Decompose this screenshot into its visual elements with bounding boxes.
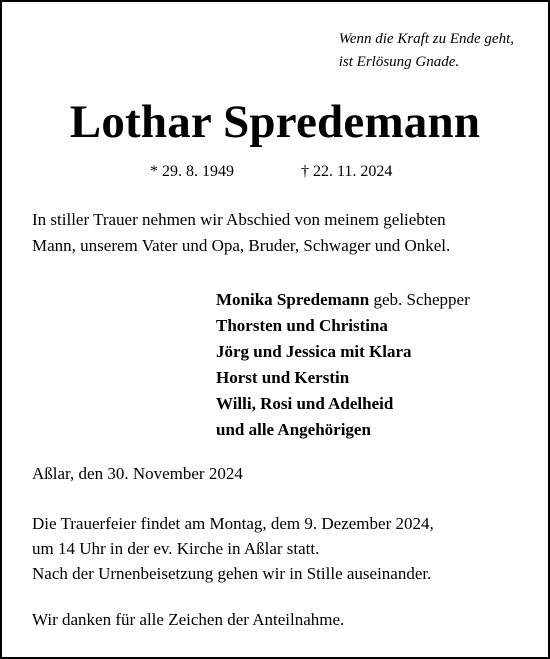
mourner-line: Thorsten und Christina	[216, 316, 388, 335]
life-dates	[2, 160, 548, 184]
intro-line-1: In stiller Trauer nehmen wir Abschied von meinem geliebten	[32, 210, 446, 229]
deceased-name: Lothar Spredemann	[69, 96, 481, 148]
mourners-list	[216, 287, 470, 443]
motto	[339, 28, 514, 74]
mourner-spouse	[216, 287, 470, 313]
thanks-text: Wir danken für alle Zeichen der Anteilnahme.	[32, 610, 345, 629]
motto-line-2: ist Erlösung Gnade.	[338, 54, 460, 70]
spouse-name: Monika Spredemann	[216, 290, 370, 309]
mourner-line: Horst und Kerstin	[216, 368, 350, 387]
mourner-line: Jörg und Jessica mit Klara	[216, 342, 412, 361]
intro-line-2: Mann, unserem Vater und Opa, Bruder, Schwager und Onkel.	[32, 236, 451, 255]
service-line-3: Nach der Urnenbeisetzung gehen wir in Stille auseinander.	[32, 564, 432, 583]
mourner-line: Willi, Rosi und Adelheid	[216, 394, 394, 413]
intro-text	[32, 207, 528, 259]
service-line-1: Die Trauerfeier findet am Montag, dem 9. Dezember 2024,	[32, 514, 434, 533]
place-and-date: Aßlar, den 30. November 2024	[32, 464, 243, 483]
motto-line-1: Wenn die Kraft zu Ende geht,	[338, 31, 514, 47]
birth-date: * 29. 8. 1949	[150, 163, 234, 180]
mourner-line: und alle Angehörigen	[216, 420, 371, 439]
service-info	[32, 511, 532, 586]
death-date: † 22. 11. 2024	[301, 163, 393, 180]
service-line-2: um 14 Uhr in der ev. Kirche in Aßlar statt.	[32, 539, 320, 558]
spouse-maiden-name: geb. Schepper	[369, 290, 470, 309]
